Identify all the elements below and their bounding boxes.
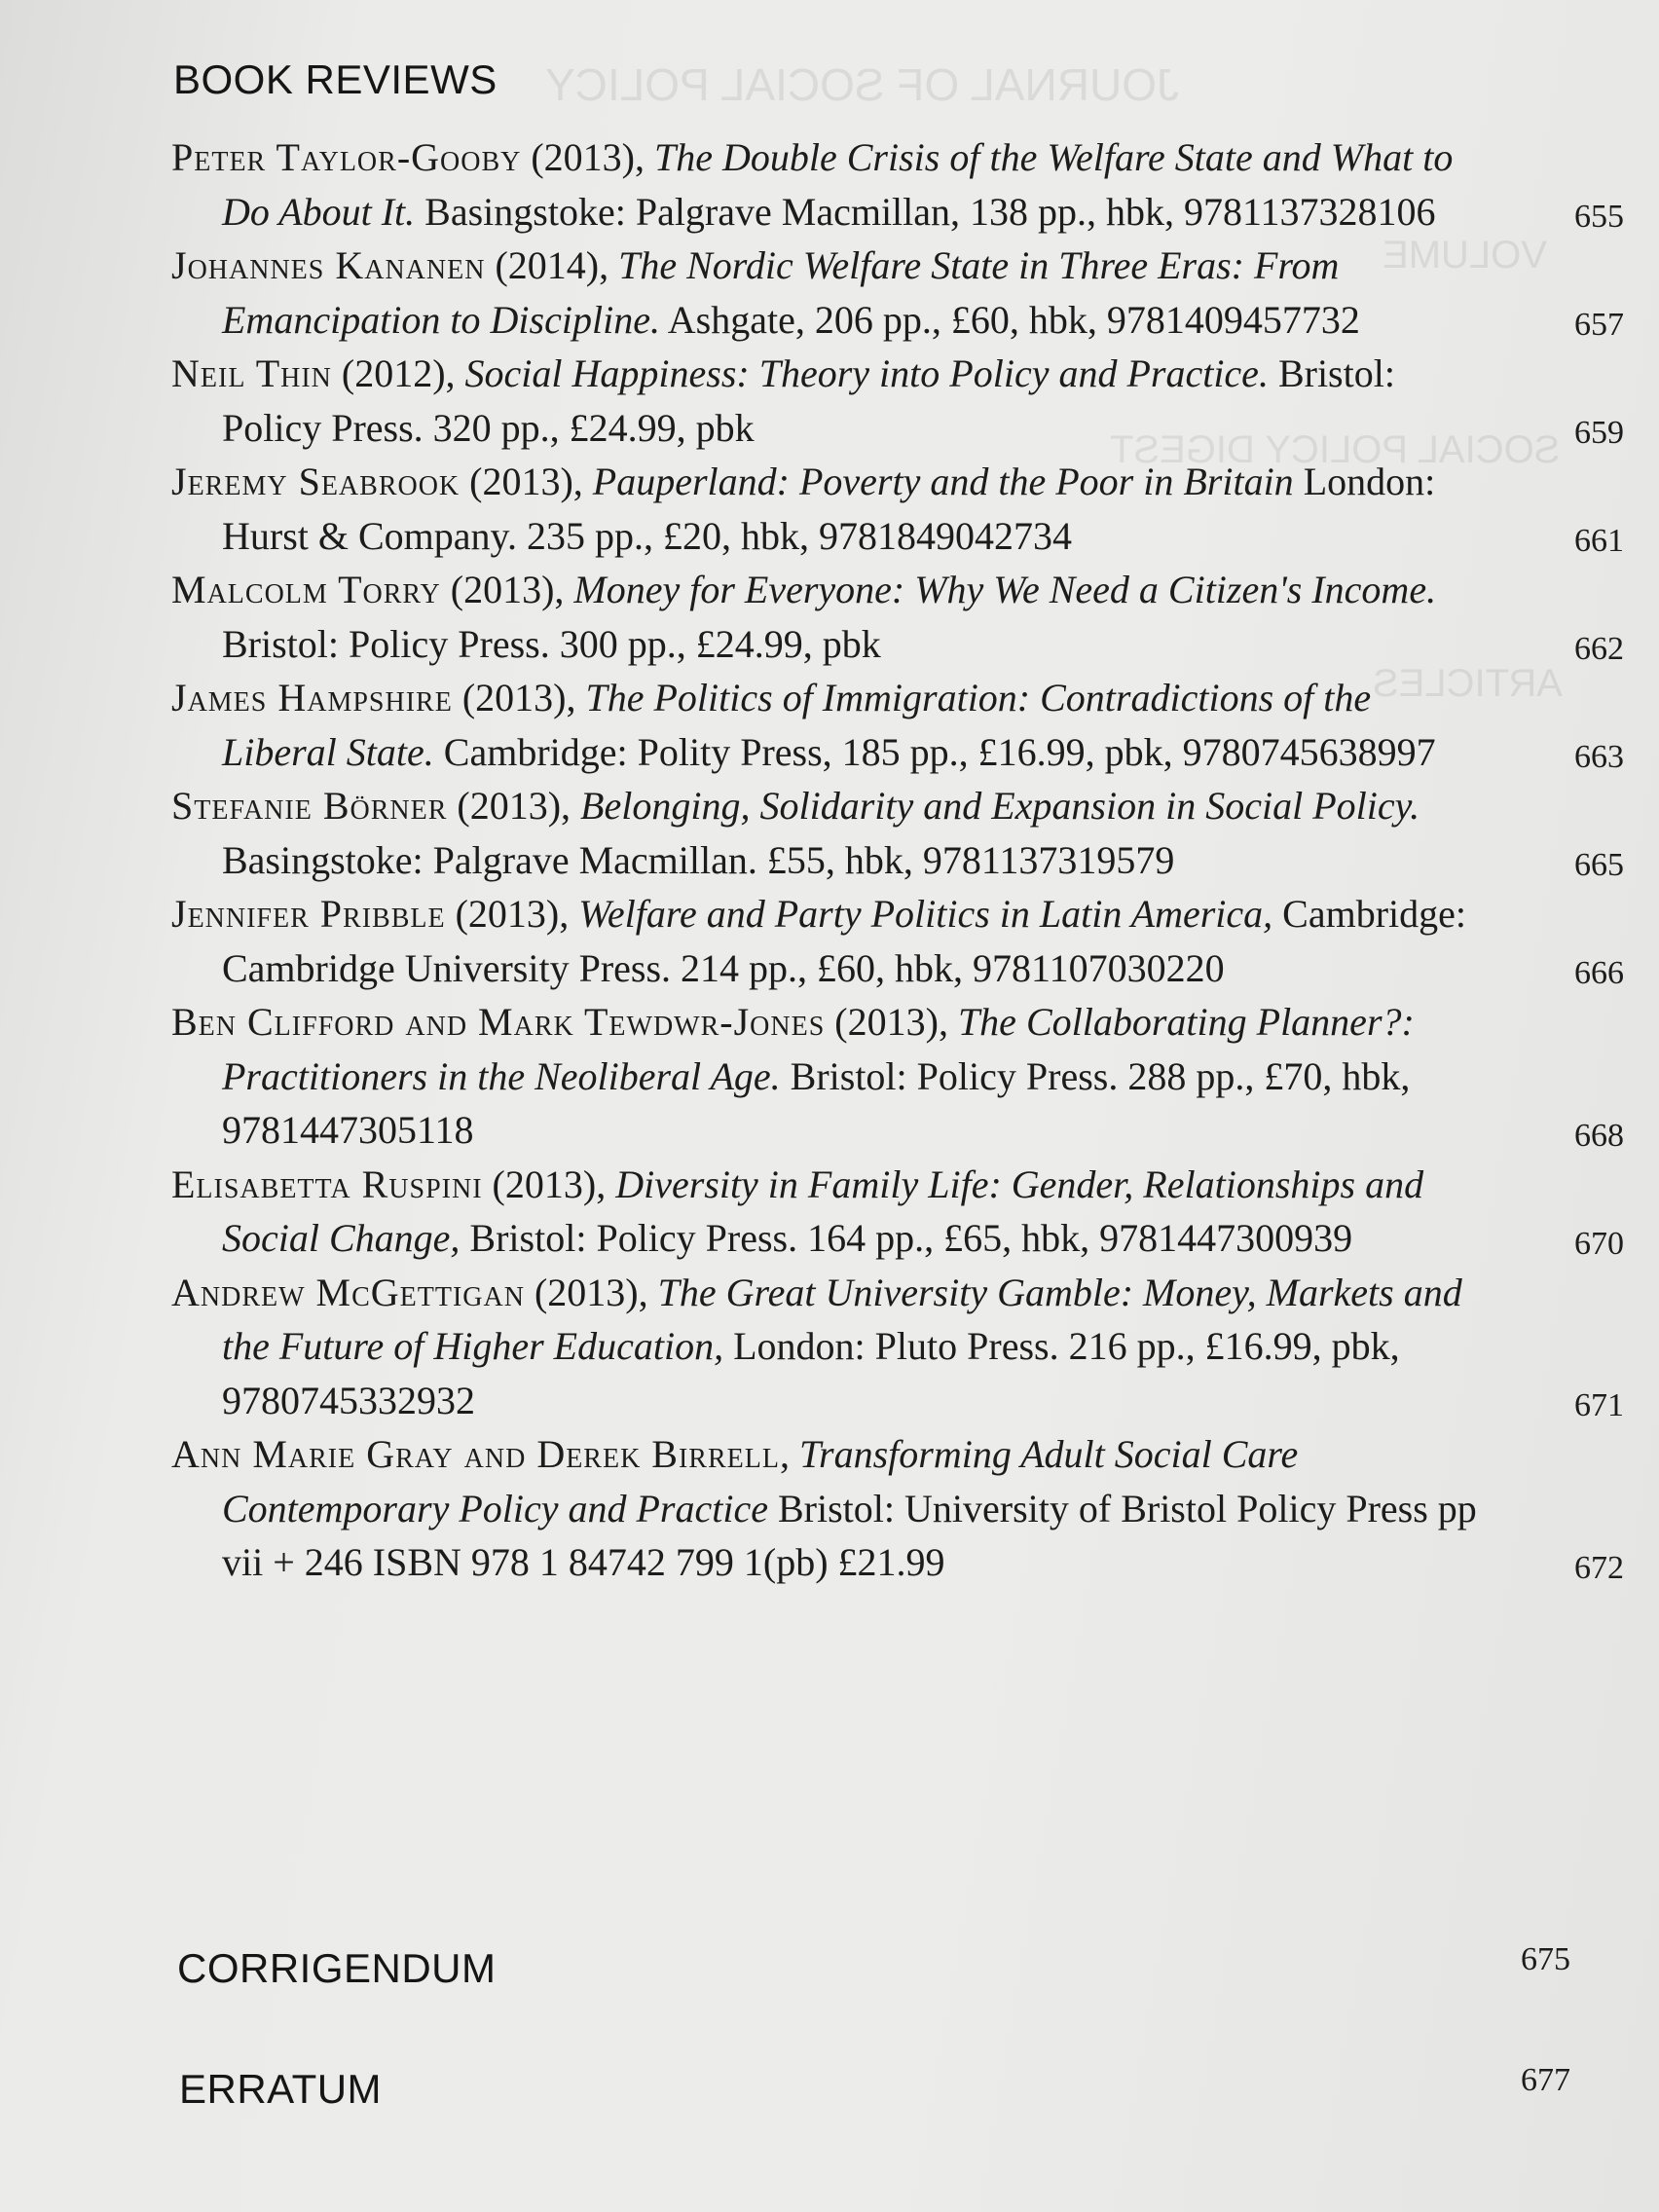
review-page-number: 661 <box>1574 523 1624 559</box>
review-page-number: 663 <box>1574 739 1624 775</box>
review-page-number: 670 <box>1574 1225 1624 1262</box>
review-title: The Great University Gamble: Money, Markets and the Future of Higher Education, <box>222 1270 1462 1368</box>
review-title: Transforming Adult Social Care Contemporary Policy and Practice <box>222 1432 1299 1530</box>
review-year: , <box>779 1432 799 1476</box>
review-author: Elisabetta Ruspini <box>171 1161 483 1206</box>
review-details: London: Pluto Press. 216 pp., £16.99, pbk, 9780745332932 <box>222 1324 1400 1422</box>
review-page-number: 659 <box>1574 415 1624 451</box>
review-page-number: 662 <box>1574 631 1624 667</box>
review-entry <box>171 239 1624 347</box>
review-details: Cambridge: Cambridge University Press. 214 pp., £60, hbk, 9781107030220 <box>222 892 1467 990</box>
review-entry <box>171 455 1624 563</box>
show-through-text: JOURNAL OF SOCIAL POLICY <box>545 59 1179 110</box>
review-title: The Double Crisis of the Welfare State and What to Do About It. <box>222 135 1454 234</box>
review-year: (2013), <box>460 460 593 503</box>
review-author: Jeremy Seabrook <box>171 460 461 503</box>
review-details: Bristol: Policy Press. 320 pp., £24.99, pbk <box>222 351 1395 450</box>
review-page-number: 655 <box>1574 199 1624 235</box>
review-author: Peter Taylor-Gooby <box>171 135 522 179</box>
review-year: (2012), <box>331 351 465 395</box>
review-year: (2013), <box>452 676 586 719</box>
review-title: Social Happiness: Theory into Policy and Practice. <box>464 351 1269 395</box>
review-details: Ashgate, 206 pp., £60, hbk, 9781409457732 <box>659 297 1360 342</box>
review-author: Malcolm Torry <box>171 568 441 611</box>
review-entry <box>171 995 1624 1158</box>
review-title: The Nordic Welfare State in Three Eras: From Emancipation to Discipline. <box>222 243 1340 342</box>
review-year: (2013), <box>440 568 574 611</box>
review-title: Diversity in Family Life: Gender, Relationships and Social Change, <box>222 1161 1424 1260</box>
review-entry <box>171 563 1624 671</box>
review-entry <box>171 130 1624 239</box>
review-author: James Hampshire <box>171 676 453 719</box>
review-entry <box>171 1158 1624 1266</box>
show-through-text: VOLUME <box>1382 234 1547 276</box>
review-author: Ann Marie Gray and Derek Birrell <box>171 1432 780 1476</box>
review-page-number: 665 <box>1574 847 1624 883</box>
review-year: (2014), <box>485 243 619 287</box>
review-page-number: 666 <box>1574 955 1624 991</box>
review-page-number: 668 <box>1574 1117 1624 1154</box>
show-through-text: ARTICLES <box>1373 662 1563 705</box>
review-details: Basingstoke: Palgrave Macmillan. £55, hbk, 9781137319579 <box>222 837 1175 882</box>
review-title: Belonging, Solidarity and Expansion in Social Policy. <box>580 784 1420 828</box>
review-year: (2013), <box>482 1161 616 1206</box>
review-details: Bristol: Policy Press. 164 pp., £65, hbk, 9781447300939 <box>460 1216 1353 1260</box>
review-year: (2013), <box>445 892 579 936</box>
review-title: The Collaborating Planner?: Practitioners in the Neoliberal Age. <box>222 1000 1415 1098</box>
review-details: Bristol: University of Bristol Policy Press pp vii + 246 ISBN 978 1 84742 799 1(pb) £21.99 <box>222 1486 1477 1584</box>
erratum-heading: ERRATUM <box>179 2066 383 2112</box>
review-author: Neil Thin <box>171 351 332 395</box>
review-year: (2013), <box>825 1000 958 1044</box>
review-year: (2013), <box>447 784 581 828</box>
review-author: Andrew McGettigan <box>171 1270 525 1314</box>
review-author: Jennifer Pribble <box>171 892 446 936</box>
review-title: Money for Everyone: Why We Need a Citizen's Income. <box>573 568 1437 611</box>
review-details: Bristol: Policy Press. 288 pp., £70, hbk, 9781447305118 <box>222 1053 1411 1152</box>
review-entry <box>171 887 1624 995</box>
book-reviews-heading: BOOK REVIEWS <box>173 56 498 102</box>
review-page-number: 672 <box>1574 1549 1624 1586</box>
review-page-number: 657 <box>1574 307 1624 343</box>
review-author: Stefanie Börner <box>171 784 448 828</box>
review-details: Bristol: Policy Press. 300 pp., £24.99, pbk <box>222 621 881 666</box>
review-details: London: Hurst & Company. 235 pp., £20, hbk, 9781849042734 <box>222 460 1436 558</box>
review-title: Pauperland: Poverty and the Poor in Britain <box>592 460 1294 503</box>
review-entry <box>171 779 1624 887</box>
review-details: Cambridge: Polity Press, 185 pp., £16.99, pbk, 9780745638997 <box>433 729 1436 774</box>
show-through-text: SOCIAL POLICY DIGEST <box>1110 428 1561 471</box>
review-entry <box>171 1266 1624 1428</box>
corrigendum-page-number: 675 <box>1521 1941 1570 1977</box>
review-entry <box>171 1427 1624 1590</box>
review-title: The Politics of Immigration: Contradictions of the Liberal State. <box>222 676 1372 774</box>
review-list <box>171 130 1624 1590</box>
review-year: (2013), <box>521 135 654 179</box>
review-author: Ben Clifford and Mark Tewdwr-Jones <box>171 1000 826 1044</box>
review-author: Johannes Kananen <box>171 243 486 287</box>
review-title: Welfare and Party Politics in Latin America, <box>578 892 1273 936</box>
review-page-number: 671 <box>1574 1387 1624 1423</box>
erratum-page-number: 677 <box>1521 2062 1570 2098</box>
review-entry <box>171 347 1624 455</box>
review-details: Basingstoke: Palgrave Macmillan, 138 pp., hbk, 9781137328106 <box>415 189 1436 234</box>
review-year: (2013), <box>524 1270 658 1314</box>
corrigendum-heading: CORRIGENDUM <box>177 1945 497 1991</box>
